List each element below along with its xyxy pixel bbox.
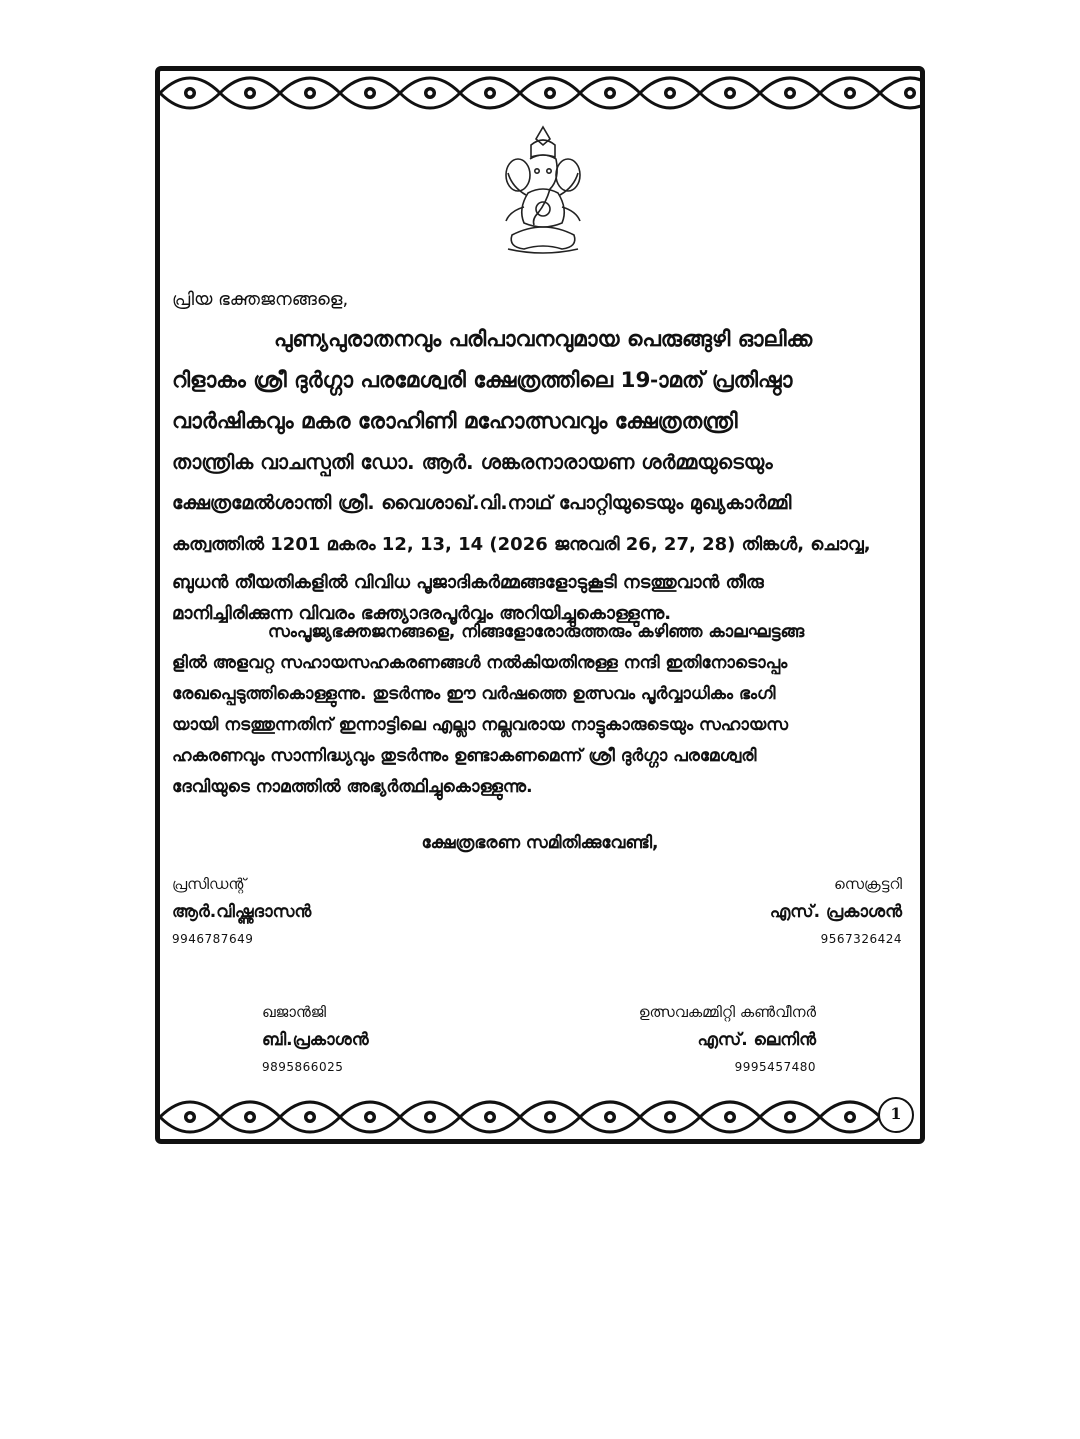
page-number: 1 — [878, 1097, 914, 1133]
signatory-name: ആർ.വിഷ്ണുദാസൻ — [172, 902, 312, 922]
closing-line: ക്ഷേത്രഭരണ സമിതിക്കുവേണ്ടി, — [421, 833, 659, 853]
ornamental-border-top — [160, 71, 920, 115]
signatory-name: എസ്. പ്രകാശൻ — [769, 902, 902, 922]
signatory-treasurer — [262, 1003, 369, 1074]
signatory-role: ഖജാൻജി — [262, 1003, 327, 1021]
invitation-paragraph — [172, 319, 910, 627]
paragraph-line: ക്ഷേത്രമേൽശാന്തി ശ്രീ. വൈശാഖ്.വി.നാഥ് പോറ്റിയുടെയും മുഖ്യകാർമ്മി — [172, 492, 792, 514]
ganesha-idol-icon — [498, 123, 588, 257]
gratitude-paragraph — [172, 617, 910, 803]
paragraph-line: മാനിച്ചിരിക്കുന്ന വിവരം ഭക്ത്യാദരപൂർവ്വം അറിയിച്ചുകൊള്ളുന്നു. — [172, 603, 672, 624]
paragraph-line: പുണ്യപുരാതനവും പരിപാവനവുമായ പെരുങ്ങുഴി ഓലിക്ക — [274, 327, 813, 352]
signatory-phone: 9946787649 — [172, 932, 254, 946]
signatory-role: പ്രസിഡന്റ് — [172, 875, 246, 893]
paragraph-line: റിളാകം ശ്രീ ദുർഗ്ഗാ പരമേശ്വരി ക്ഷേത്രത്തിലെ 19-ാമത് പ്രതിഷ്ഠാ — [172, 368, 793, 393]
paragraph-line: ദേവിയുടെ നാമത്തിൽ അഭ്യർത്ഥിച്ചുകൊള്ളുന്നു. — [172, 777, 533, 797]
signatory-role: സെക്രട്ടറി — [834, 875, 902, 893]
signatory-secretary — [770, 875, 902, 946]
paragraph-line: വാർഷികവും മകര രോഹിണി മഹോത്സവവും ക്ഷേത്രതന്ത്രി — [172, 409, 738, 434]
paragraph-line: കത്വത്തിൽ 1201 മകരം 12, 13, 14 (2026 ജനുവരി 26, 27, 28) തിങ്കൾ, ചൊവ്വ, — [172, 534, 871, 555]
signatory-phone: 9567326424 — [820, 932, 902, 946]
paragraph-line: താന്ത്രിക വാചസ്പതി ഡോ. ആർ. ശങ്കരനാരായണ ശർമ്മയുടെയും — [172, 450, 773, 474]
page-frame — [155, 66, 925, 1144]
signatory-role: ഉത്സവകമ്മിറ്റി കൺവീനർ — [638, 1003, 816, 1021]
paragraph-line: ബുധൻ തീയതികളിൽ വിവിധ പൂജാദികർമ്മങ്ങളോടുകൂടി നടത്തുവാൻ തീരു — [172, 572, 764, 593]
paragraph-line: ളിൽ അളവറ്റ സഹായസഹകരണങ്ങൾ നൽകിയതിനുള്ള നന്ദി ഇതിനോടൊപ്പം — [172, 653, 788, 673]
ornamental-border-bottom — [160, 1095, 920, 1139]
signatory-name: ബി.പ്രകാശൻ — [262, 1030, 369, 1050]
paragraph-line: ഹകരണവും സാന്നിദ്ധ്യവും തുടർന്നും ഉണ്ടാകണമെന്ന് ശ്രീ ദുർഗ്ഗാ പരമേശ്വരി — [172, 746, 757, 766]
paragraph-line: രേഖപ്പെടുത്തികൊള്ളുന്നു. തുടർന്നും ഈ വർഷത്തെ ഉത്സവം പൂർവ്വാധികം ഭംഗി — [172, 684, 776, 704]
signatory-phone: 9895866025 — [262, 1060, 344, 1074]
paragraph-line: യായി നടത്തുന്നതിന് ഇന്നാട്ടിലെ എല്ലാ നല്ലവരായ നാട്ടുകാരുടെയും സഹായസ — [172, 715, 789, 735]
paragraph-line: സംപൂജ്യഭക്തജനങ്ങളെ, നിങ്ങളോരോരുത്തരും കഴിഞ്ഞ കാലഘട്ടങ്ങ — [268, 622, 805, 642]
signatory-phone: 9995457480 — [734, 1060, 816, 1074]
signatory-name: എസ്. ലെനിൻ — [697, 1030, 816, 1050]
signatory-convener — [639, 1003, 816, 1074]
signatory-president — [172, 875, 311, 946]
salutation: പ്രിയ ഭക്തജനങ്ങളെ, — [172, 289, 349, 310]
